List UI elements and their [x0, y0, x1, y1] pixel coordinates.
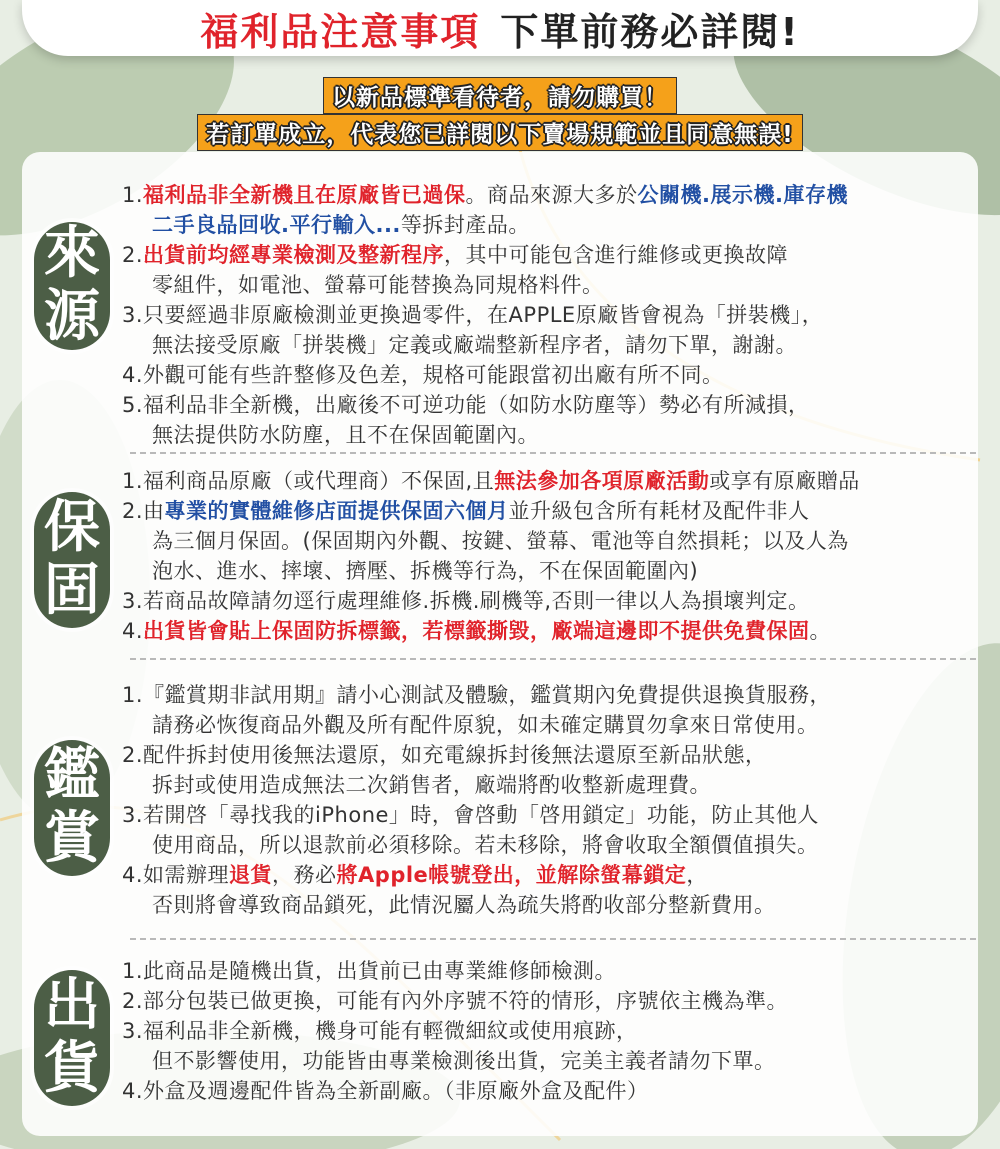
list-item: 2.部分包裝已做更換，可能有內外序號不符的情形，序號依主機為準。 — [122, 989, 789, 1013]
badge-shipping: 出 貨 — [34, 970, 110, 1106]
list-item: 1.『鑑賞期非試用期』請小心測試及體驗，鑑賞期內免費提供退換貨服務， — [122, 683, 832, 707]
section-appraisal-items — [122, 680, 982, 920]
list-item: 無法提供防水防塵，且不在保固範圍內。 — [152, 423, 539, 447]
list-item: 4.如需辦理退貨，務必將Apple帳號登出，並解除螢幕鎖定， — [122, 863, 708, 887]
list-item: 3.只要經過非原廠檢測並更換過零件，在APPLE原廠皆會視為「拼裝機」， — [122, 303, 824, 327]
list-item: 3.福利品非全新機，機身可能有輕微細紋或使用痕跡， — [122, 1019, 638, 1043]
title-bar — [22, 0, 978, 56]
list-item: 1.福利商品原廠（或代理商）不保固,且無法參加各項原廠活動或享有原廠贈品 — [122, 469, 860, 493]
list-item: 3.若開啓「尋找我的iPhone」時，會啓動「啓用鎖定」功能，防止其他人 — [122, 803, 819, 827]
list-item: 但不影響使用，功能皆由專業檢測後出貨，完美主義者請勿下單。 — [152, 1049, 776, 1073]
section-source-items — [122, 180, 982, 450]
notice-line-2: 若訂單成立，代表您已詳閱以下賣場規範並且同意無誤! — [0, 114, 1000, 151]
list-item: 2.由專業的實體維修店面提供保固六個月並升級包含所有耗材及配件非人 — [122, 499, 810, 523]
notice-line-1: 以新品標準看待者，請勿購買！ — [0, 77, 1000, 114]
divider — [130, 452, 976, 454]
list-item: 1.福利品非全新機且在原廠皆已過保。商品來源大多於公關機.展示機.庫存機 — [122, 183, 849, 207]
badge-appraisal: 鑑 賞 — [34, 740, 110, 876]
list-item: 4.外觀可能有些許整修及色差，規格可能跟當初出廠有所不同。 — [122, 363, 724, 387]
list-item: 為三個月保固。(保固期內外觀、按鍵、螢幕、電池等自然損耗；以及人為 — [152, 529, 849, 553]
list-item: 否則將會導致商品鎖死，此情況屬人為疏失將酌收部分整新費用。 — [152, 893, 776, 917]
section-shipping-items — [122, 956, 982, 1106]
list-item: 使用商品，所以退款前必須移除。若未移除，將會收取全額價值損失。 — [152, 833, 819, 857]
divider — [130, 658, 976, 660]
badge-warranty: 保 固 — [34, 492, 110, 628]
title-black-text: 下單前務必詳閱! — [500, 9, 800, 54]
list-item: 二手良品回收.平行輸入...等拆封產品。 — [152, 213, 530, 237]
list-item: 無法接受原廠「拼裝機」定義或廠端整新程序者，請勿下單，謝謝。 — [152, 333, 797, 357]
list-item: 2.配件拆封使用後無法還原，如充電線拆封後無法還原至新品狀態， — [122, 743, 767, 767]
list-item: 3.若商品故障請勿逕行處理維修.拆機.刷機等,否則一律以人為損壞判定。 — [122, 589, 810, 613]
list-item: 2.出貨前均經專業檢測及整新程序，其中可能包含進行維修或更換故障 — [122, 243, 789, 267]
list-item: 零組件，如電池、螢幕可能替換為同規格料件。 — [152, 273, 604, 297]
list-item: 5.福利品非全新機，出廠後不可逆功能（如防水防塵等）勢必有所減損， — [122, 393, 810, 417]
list-item: 1.此商品是隨機出貨，出貨前已由專業維修師檢測。 — [122, 959, 617, 983]
divider — [130, 938, 976, 940]
list-item: 請務必恢復商品外觀及所有配件原貌，如未確定購買勿拿來日常使用。 — [152, 713, 819, 737]
badge-source: 來 源 — [34, 222, 110, 350]
list-item: 泡水、進水、摔壞、擠壓、拆機等行為，不在保固範圍內) — [152, 559, 699, 583]
list-item: 拆封或使用造成無法二次銷售者，廠端將酌收整新處理費。 — [152, 773, 711, 797]
section-warranty-items — [122, 466, 982, 646]
list-item: 4.出貨皆會貼上保固防拆標籤，若標籤撕毀，廠端這邊即不提供免費保固。 — [122, 619, 832, 643]
list-item: 4.外盒及週邊配件皆為全新副廠。（非原廠外盒及配件） — [122, 1079, 649, 1103]
title-red-text: 福利品注意事項 — [200, 9, 481, 54]
